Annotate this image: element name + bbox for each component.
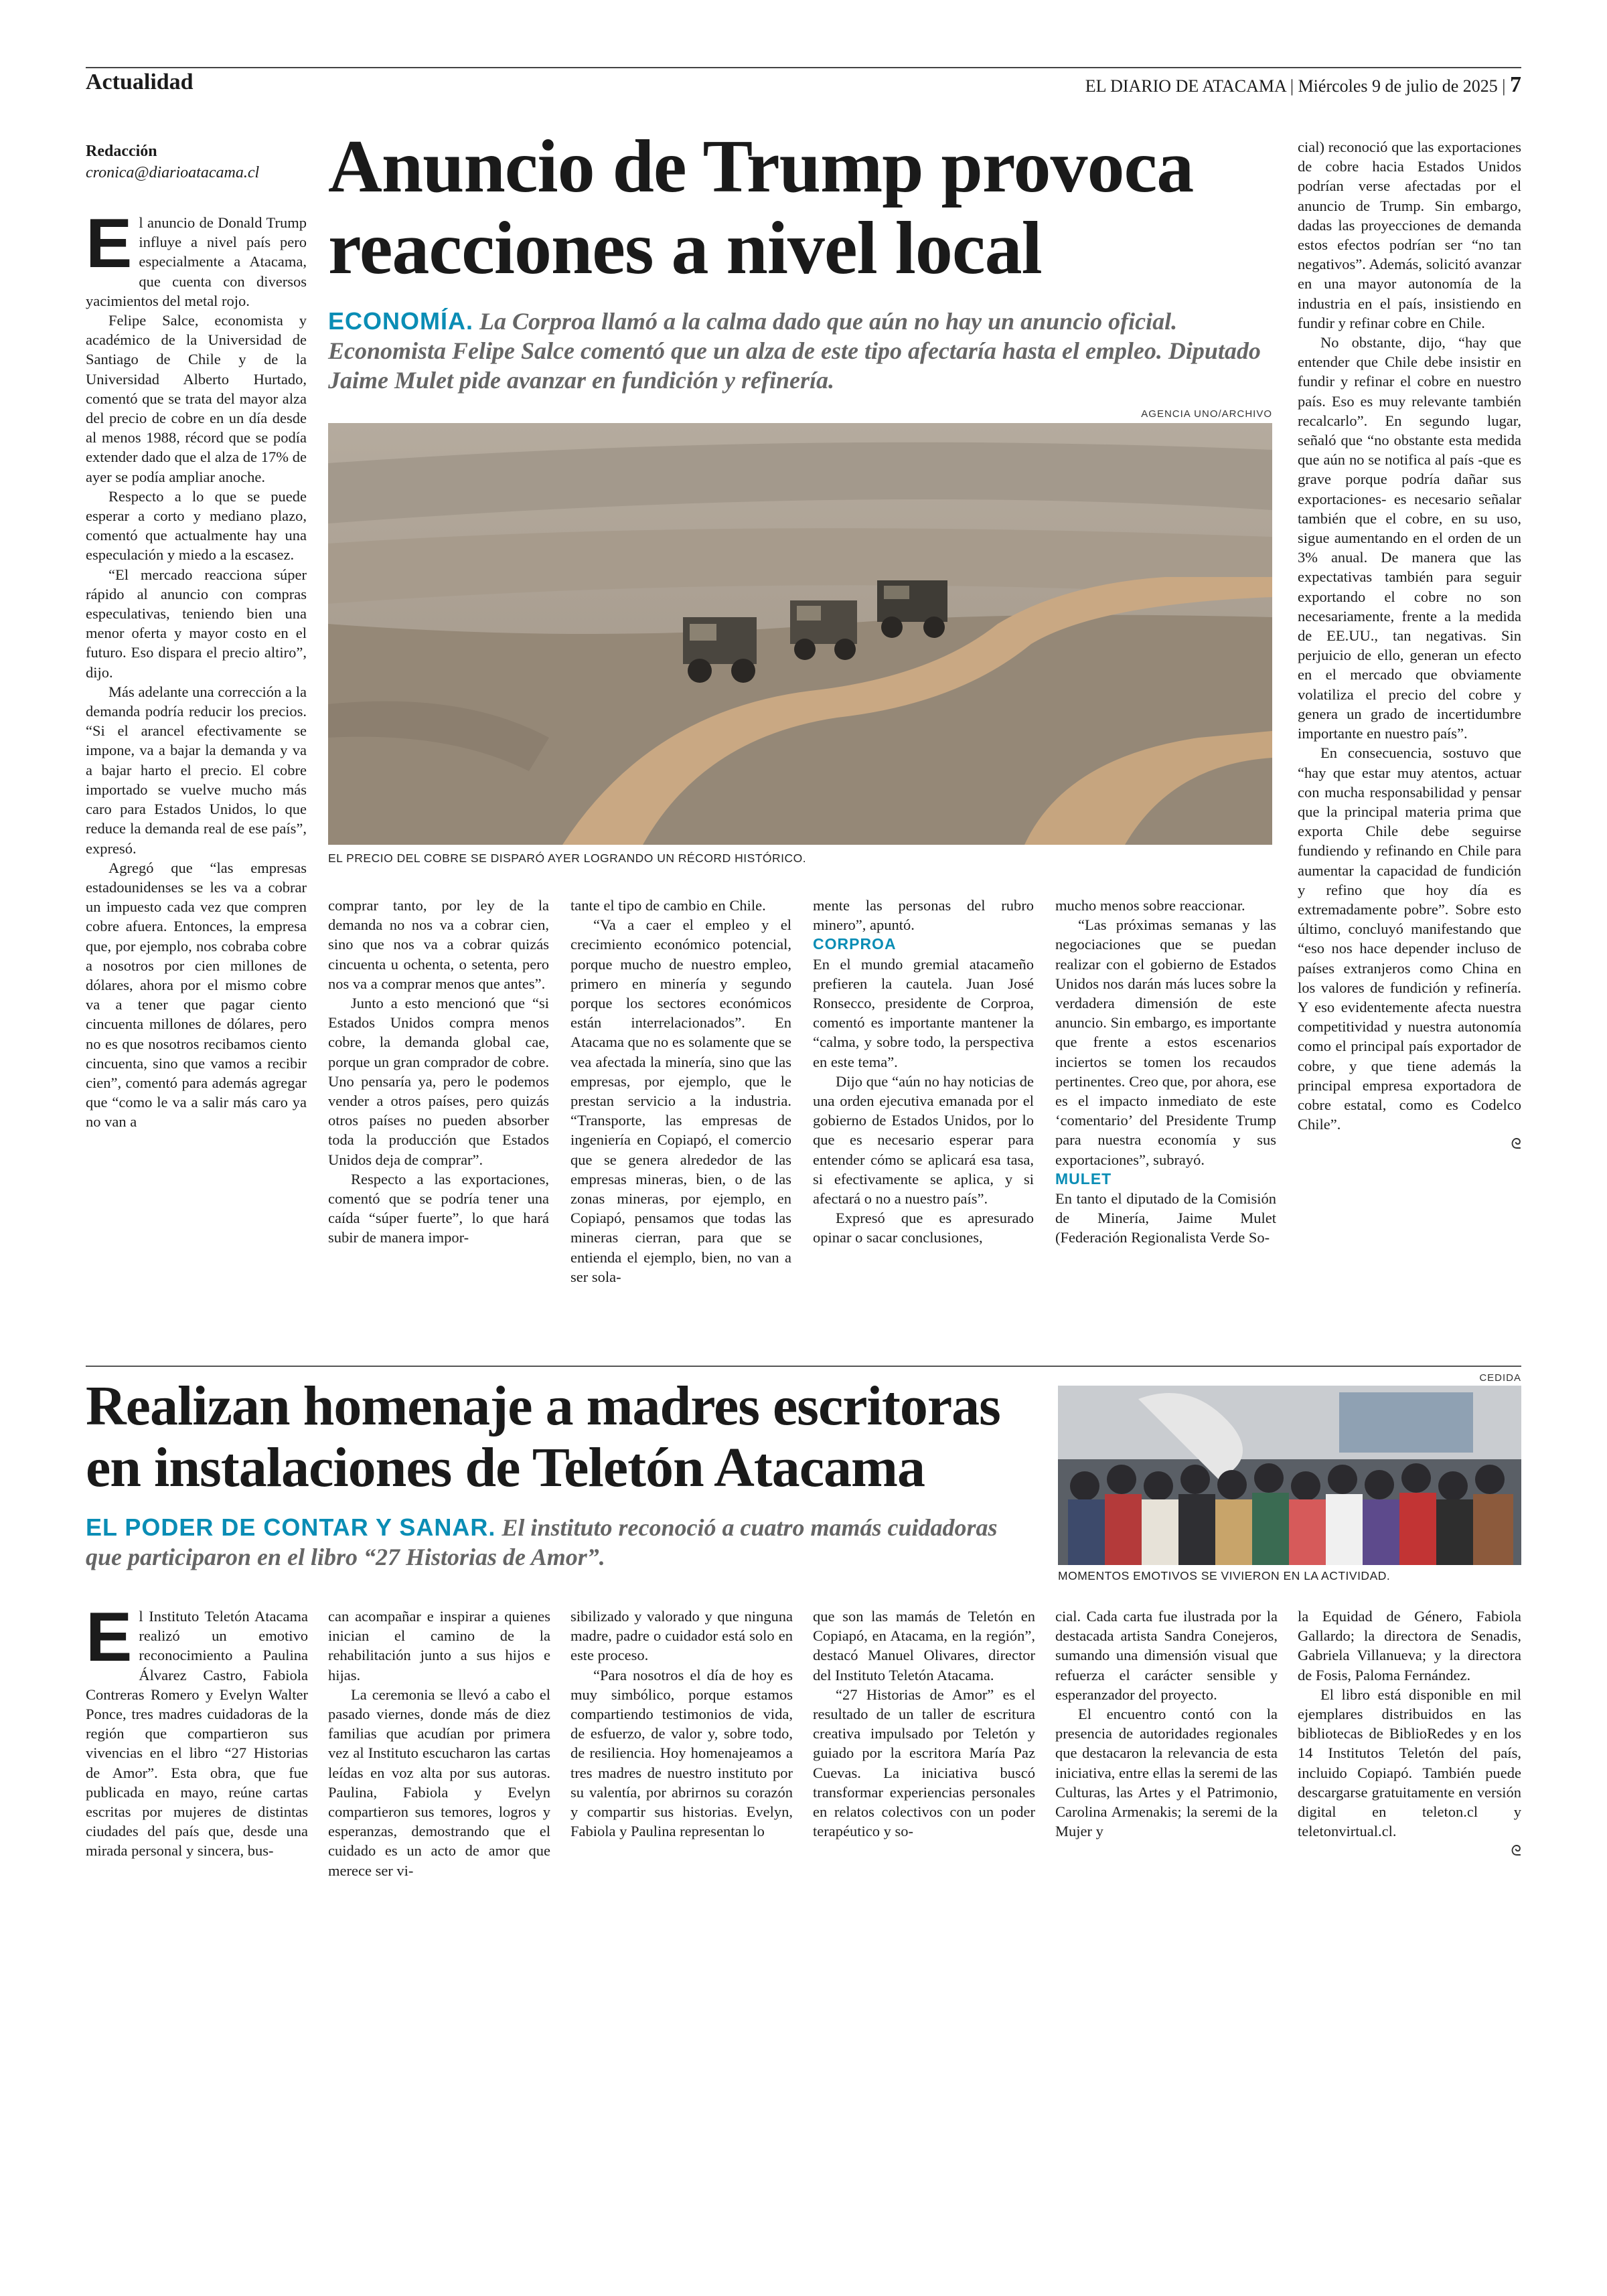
article2-column-3 (570, 1607, 793, 1914)
paragraph: tante el tipo de cambio en Chile. (570, 897, 766, 914)
headline-line: Anuncio de Trump provoca (328, 125, 1194, 208)
author-email: cronica@diarioatacama.cl (86, 164, 260, 181)
paragraph: cial) reconoció que las exportaciones de cobre hacia Estados Unidos podrían verse afectadas por el anuncio de Trump. Sin embargo, dadas las proyecciones de demanda estos efectos podrían ser “no tan negativos”. Además, solicitó avanzar en una mayor autonomía de la industria en el país, insistiendo en fundir y refinar cobre en Chile. (1298, 139, 1521, 331)
event-photo-illustration (1058, 1386, 1521, 1565)
mine-photo-illustration (328, 423, 1272, 845)
article1-headline (328, 126, 1279, 289)
paragraph: En el mundo gremial atacameño prefieren la cautela. Juan José Ronsecco, presidente de Corproa, comentó es importante mantener la “calma, y sobre todo, la perspectiva en este tema”. (813, 955, 1034, 1070)
article2-column-1 (86, 1607, 308, 1914)
paragraph: “Para nosotros el día de hoy es muy simbólico, porque estamos compartiendo testimonios de vida, de esfuerzo, de valor y, sobre todo, de resiliencia. Hoy homenajeamos a tres madres de nuestro instituto por su valentía, por abrirnos su corazón y compartir sus historias. Evelyn, Fabiola y Paulina representan lo (570, 1666, 793, 1840)
article1-column-3 (570, 896, 791, 1351)
photo-caption: EL PRECIO DEL COBRE SE DISPARÓ AYER LOGRANDO UN RÉCORD HISTÓRICO. (328, 851, 807, 865)
section-label: Actualidad (86, 70, 194, 94)
page-number: 7 (1510, 72, 1521, 97)
paragraph: “Va a caer el empleo y el crecimiento económico potencial, porque mucho de nuestro empleo, primero en minería y segundo porque los sectores económicos están interrelacionados”. En Atacama que no es solamente que se vea afectada la minería, sino que las empresas, por ejemplo, que le prestan servicio a la industria. “Transporte, las empresas de ingeniería en Copiapó, el comercio que se genera alrededor de las empresas mineras, bien, o de las zonas mineras, por ejemplo, en Copiapó, pensamos que todas las mineras cierran, para que se entienda el ejemplo, bien, no van a ser sola- (570, 916, 791, 1285)
deck-kicker: ECONOMÍA. (328, 307, 474, 335)
paragraph: Respecto a lo que se puede esperar a corto y mediano plazo, comentó que actualmente hay una especulación y miedo a la escasez. (86, 487, 307, 564)
subheading-corproa: CORPROA (813, 935, 897, 953)
photo-caption: MOMENTOS EMOTIVOS SE VIVIERON EN LA ACTIVIDAD. (1058, 1569, 1391, 1582)
paragraph: No obstante, dijo, “hay que entender que Chile debe insistir en fundir y refinar el cobre en nuestro país. Eso es muy relevante también recalcarlo”. En segundo lugar, señaló que “no obstante esta medida que aún no se notifica al país -que es grave porque podría dañar sus exportaciones- es necesario señalar también que el cobre, en su uso, sigue aumentando en el orden de un 3% anual. De manera que las expectativas también para seguir exportando el cobre no son necesariamente, frente a la medida de EE.UU., tan negativas. Sin perjuicio de ello, generan un efecto en el mercado que obviamente volatiliza el precio del cobre y genera un grado de incertidumbre importante en nuestro país”. (1298, 334, 1521, 742)
paragraph: Felipe Salce, economista y académico de la Universidad de Santiago de Chile y de la Universidad Alberto Hurtado, comentó que se trata del mayor alza del precio de cobre en un día desde al menos 1988, récord que se podía extender dado que el alza de 17% de ayer se podía ampliar anoche. (86, 312, 307, 485)
drop-cap: E (86, 1607, 133, 1676)
headline-line: en instalaciones de Teletón Atacama (86, 1437, 925, 1499)
mine-photo (328, 423, 1272, 845)
article1-column-1 (86, 213, 307, 1351)
paragraph: cial. Cada carta fue ilustrada por la destacada artista Sandra Conejeros, sumando una dimensión visual que refuerza el carácter sensible y esperanzador del proyecto. (1055, 1608, 1278, 1703)
paragraph: El anuncio de Donald Trump influye a nivel país pero especialmente a Atacama, que cuenta con diversos yacimientos del metal rojo. (86, 213, 307, 309)
paragraph: En consecuencia, sostuvo que “hay que estar muy atentos, actuar con mucha responsabilidad y pensar que la principal materia prima que exporta Chile debe seguirse fundiendo y refinando en Chile para aumentar la capacidad de fundición y refino que hoy día es extremadamente pobre”. Sobre esto último, concluyó manifestando que “eso nos hace depender incluso de países extranjeros como China en los valores de fundición y refinería. Y eso evidentemente afecta nuestra competitividad y nuestra autonomía como el principal país exportador de cobre, y que tiene además la principal empresa exportadora de cobre estatal, como es Codelco Chile”. (1298, 744, 1521, 1133)
paragraph: mucho menos sobre reaccionar. (1055, 897, 1245, 914)
masthead (1085, 72, 1521, 98)
subheading-mulet: MULET (1055, 1169, 1112, 1187)
masthead-divider: | (1290, 76, 1298, 96)
paragraph: comprar tanto, por ley de la demanda no nos va a cobrar cien, sino que nos va a cobrar quizás cincuenta u ochenta, o setenta, pero nos va a comprar menos que antes”. (328, 897, 549, 992)
article2-column-5 (1055, 1607, 1278, 1914)
paragraph: Junto a esto mencionó que “si Estados Unidos compra menos cobre, la demanda global cae, porque un gran comprador de cobre. Uno pensaría ya, pero le podemos vender a otros países, pero quizás otros países no pueden absorber toda la producción que Estados Unidos deja de comprar”. (328, 995, 549, 1168)
article2-column-6 (1298, 1607, 1521, 1914)
masthead-divider: | (1502, 76, 1510, 96)
paragraph: “Las próximas semanas y las negociaciones que se puedan realizar con el gobierno de Estados Unidos nos darán más luces sobre la verdadera dimensión de este anuncio. Sin embargo, es importante que frente a estos escenarios inciertos se tomen los recaudos pertinentes. Creo que, por ahora, ese es el impacto inmediato de este ‘comentario’ del Presidente Trump para nuestra economía y sus exportaciones”, subrayó. (1055, 916, 1276, 1168)
article1-deck (328, 307, 1279, 395)
paragraph: El libro está disponible en mil ejemplares distribuidos en las bibliotecas de BiblioRedes y en los 14 Institutos Teletón del país, incluido Copiapó. También puede descargarse gratuitamente en versión digital en teleton.cl y teletonvirtual.cl. (1298, 1686, 1521, 1840)
paragraph: que son las mamás de Teletón en Copiapó, en Atacama, en la región”, destacó Manuel Olivares, director del Instituto Teletón Atacama. (813, 1608, 1035, 1684)
deck-text: La Corproa llamó a la calma dado que aún no hay un anuncio oficial. Economista Felipe Salce comentó que un alza de este tipo afectaría hasta el empleo. Diputado Jaime Mulet pide avanzar en fundición y refinería. (328, 308, 1261, 394)
article2-column-2 (328, 1607, 550, 1914)
paragraph: can acompañar e inspirar a quienes inician el camino de la rehabilitación junto a sus hijos e hijas. (328, 1608, 550, 1684)
deck-kicker: EL PODER DE CONTAR Y SANAR. (86, 1513, 496, 1541)
end-mark: ᘓ (1511, 1842, 1521, 1860)
paragraph: En tanto el diputado de la Comisión de Minería, Jaime Mulet (Federación Regionalista Verde So- (1055, 1190, 1276, 1246)
paragraph: Dijo que “aún no hay noticias de una orden ejecutiva emanada por el gobierno de Estados Unidos, por lo que es necesario esperar para entender cómo se aplicará esa tasa, si efectivamente se aplica, y si afectará o no a nuestro país”. (813, 1072, 1034, 1208)
publication-date: Miércoles 9 de julio de 2025 (1298, 76, 1498, 96)
event-photo (1058, 1386, 1521, 1565)
drop-cap: E (86, 213, 133, 282)
article1-column-5 (1055, 896, 1276, 1351)
deck-text: El instituto reconoció a cuatro mamás cuidadoras que participaron en el libro “27 Historias de Amor”. (86, 1514, 998, 1570)
header-rule (86, 67, 1521, 68)
article1-column-6 (1298, 137, 1521, 1352)
paragraph: Respecto a las exportaciones, comentó que se podría tener una caída “súper fuerte”, lo que hará subir de manera impor- (328, 1170, 549, 1246)
paragraph: El encuentro contó con la presencia de autoridades regionales que destacaron la relevancia de esta iniciativa, entre ellas la seremi de las Culturas, las Artes y el Patrimonio, Carolina Armenakis; la seremi de la Mujer y (1055, 1706, 1278, 1840)
headline-line: reacciones a nivel local (328, 207, 1042, 290)
paragraph: mente las personas del rubro minero”, apuntó. (813, 897, 1034, 934)
byline (86, 141, 307, 183)
paragraph: sibilizado y valorado y que ninguna madre, padre o cuidador está solo en este proceso. (570, 1608, 793, 1664)
paragraph: El Instituto Teletón Atacama realizó un emotivo reconocimiento a Paulina Álvarez Castro, Fabiola Contreras Romero y Evelyn Walter Ponce, tres madres cuidadoras de la región que compartieron sus vivencias en el libro “27 Historias de Amor”. Esta obra, que fue publicada en mayo, reúne cartas escritas por mujeres de distintas ciudades del país que, desde una mirada personal y sincera, bus- (86, 1607, 308, 1860)
paragraph: “27 Historias de Amor” es el resultado de un taller de escritura creativa impulsado por Teletón y guiado por la escritora María Paz Cuevas. La iniciativa buscó transformar experiencias personales en relatos colectivos con un poder terapéutico y so- (813, 1686, 1035, 1840)
headline-line: Realizan homenaje a madres escritoras (86, 1375, 1000, 1437)
paragraph: Expresó que es apresurado opinar o sacar conclusiones, (813, 1210, 1034, 1246)
article1-column-2 (328, 896, 549, 1351)
article-separator (86, 1366, 1521, 1367)
photo-credit: CEDIDA (1479, 1372, 1521, 1384)
article2-headline (86, 1376, 1050, 1499)
paragraph: Más adelante una corrección a la demanda podría reducir los precios. “Si el arancel efectivamente se impone, va a bajar la demanda y va a bajar harto el precio. El cobre importado se vuelve mucho más caro para Estados Unidos, lo que reduce la demanda real de ese país”, expresó. (86, 683, 307, 857)
paragraph: “El mercado reacciona súper rápido al anuncio con compras especulativas, teniendo bien una menor oferta y mayor costo en el futuro. Eso dispara el precio altiro”, dijo. (86, 566, 307, 681)
article1-column-4 (813, 896, 1034, 1351)
paragraph: Agregó que “las empresas estadounidenses se les va a cobrar un impuesto cada vez que compren cobre afuera. Entonces, la empresa que, por ejemplo, nos cobraba cobre a nosotros por cien millones de dólares, ahora por el mismo cobre va a tener que pagar ciento cincuenta millones de dólares, pero no es que nosotros recibamos ciento cincuenta, sino que vamos a recibir cien”, comentó para además agregar que “como le va a salir más caro ya no van a (86, 859, 307, 1131)
paragraph: La ceremonia se llevó a cabo el pasado viernes, donde más de diez familias que acudían por primera vez al Instituto escucharon las cartas leídas en voz alta por sus autoras. Paulina, Fabiola y Evelyn compartieron sus temores, logros y esperanzas, demostrando que el cuidado es un acto de amor que merece ser vi- (328, 1686, 550, 1879)
author-name: Redacción (86, 143, 157, 160)
article2-column-4 (813, 1607, 1035, 1914)
photo-credit: AGENCIA UNO/ARCHIVO (1141, 408, 1272, 420)
article2-deck (86, 1513, 1037, 1572)
publication-name: EL DIARIO DE ATACAMA (1085, 76, 1286, 96)
end-mark: ᘓ (1511, 1135, 1521, 1153)
paragraph: la Equidad de Género, Fabiola Gallardo; la directora de Senadis, Gabriela Villanueva; y la directora de Fosis, Paloma Fernández. (1298, 1608, 1521, 1684)
